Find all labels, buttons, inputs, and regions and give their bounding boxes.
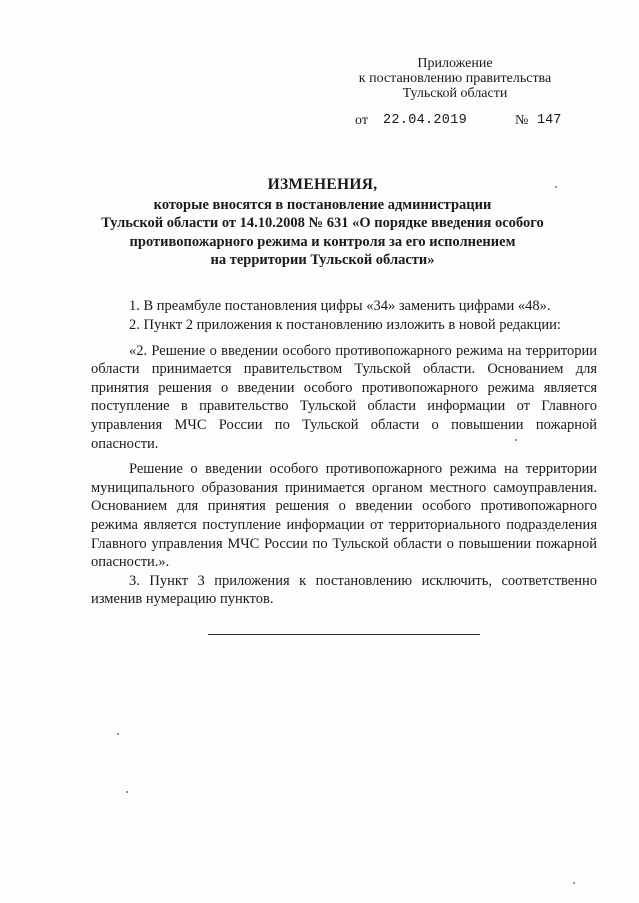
scan-speck bbox=[555, 186, 557, 188]
decree-number: 147 bbox=[537, 113, 562, 128]
appendix-header bbox=[330, 56, 580, 101]
scan-speck bbox=[515, 439, 517, 441]
paragraph-4: Решение о введении особого противопожарного режима на территории муниципального образования принимается органом местного самоуправления. Основанием для принятия решения о введении особого противопожарного режима является поступление информации от территориального подразделения Главного управления МЧС России по Тульской области о повышении пожарной опасности.». bbox=[91, 461, 597, 571]
paragraph-2: 2. Пункт 2 приложения к постановлению изложить в новой редакции: bbox=[129, 317, 561, 334]
title-line-3: противопожарного режима и контроля за его исполнением bbox=[129, 233, 516, 250]
document-title bbox=[90, 176, 555, 270]
paragraph-1: 1. В преамбуле постановления цифры «34» заменить цифрами «48». bbox=[129, 298, 551, 314]
date-prefix: от bbox=[355, 113, 368, 128]
number-prefix: № bbox=[515, 113, 529, 128]
decree-date: 22.04.2019 bbox=[383, 113, 468, 128]
end-separator-line bbox=[208, 634, 480, 635]
paragraph-5: 3. Пункт 3 приложения к постановлению исключить, соответственно изменив нумерацию пунктов. bbox=[91, 572, 597, 608]
title-main: ИЗМЕНЕНИЯ, bbox=[267, 176, 378, 193]
document-body bbox=[91, 297, 597, 609]
title-line-2: Тульской области от 14.10.2008 № 631 «О порядке введения особого bbox=[101, 215, 544, 231]
scan-speck bbox=[126, 791, 128, 793]
scan-speck bbox=[117, 733, 119, 735]
appendix-line-2: к постановлению правительства bbox=[358, 71, 552, 86]
appendix-line-3: Тульской области bbox=[402, 86, 508, 101]
scan-speck bbox=[573, 882, 575, 884]
title-line-1: которые вносятся в постановление администрации bbox=[153, 196, 492, 213]
paragraph-3: «2. Решение о введении особого противопожарного режима на территории области принимается правительством Тульской области. Основанием для принятия решения о введении особого противопожарного режима является поступление в правительство Тульской области информации от Главного управления МЧС России по Тульской области о повышении пожарной опасности. bbox=[91, 342, 597, 452]
title-line-4: на территории Тульской области» bbox=[210, 252, 435, 268]
appendix-line-1: Приложение bbox=[417, 56, 493, 71]
